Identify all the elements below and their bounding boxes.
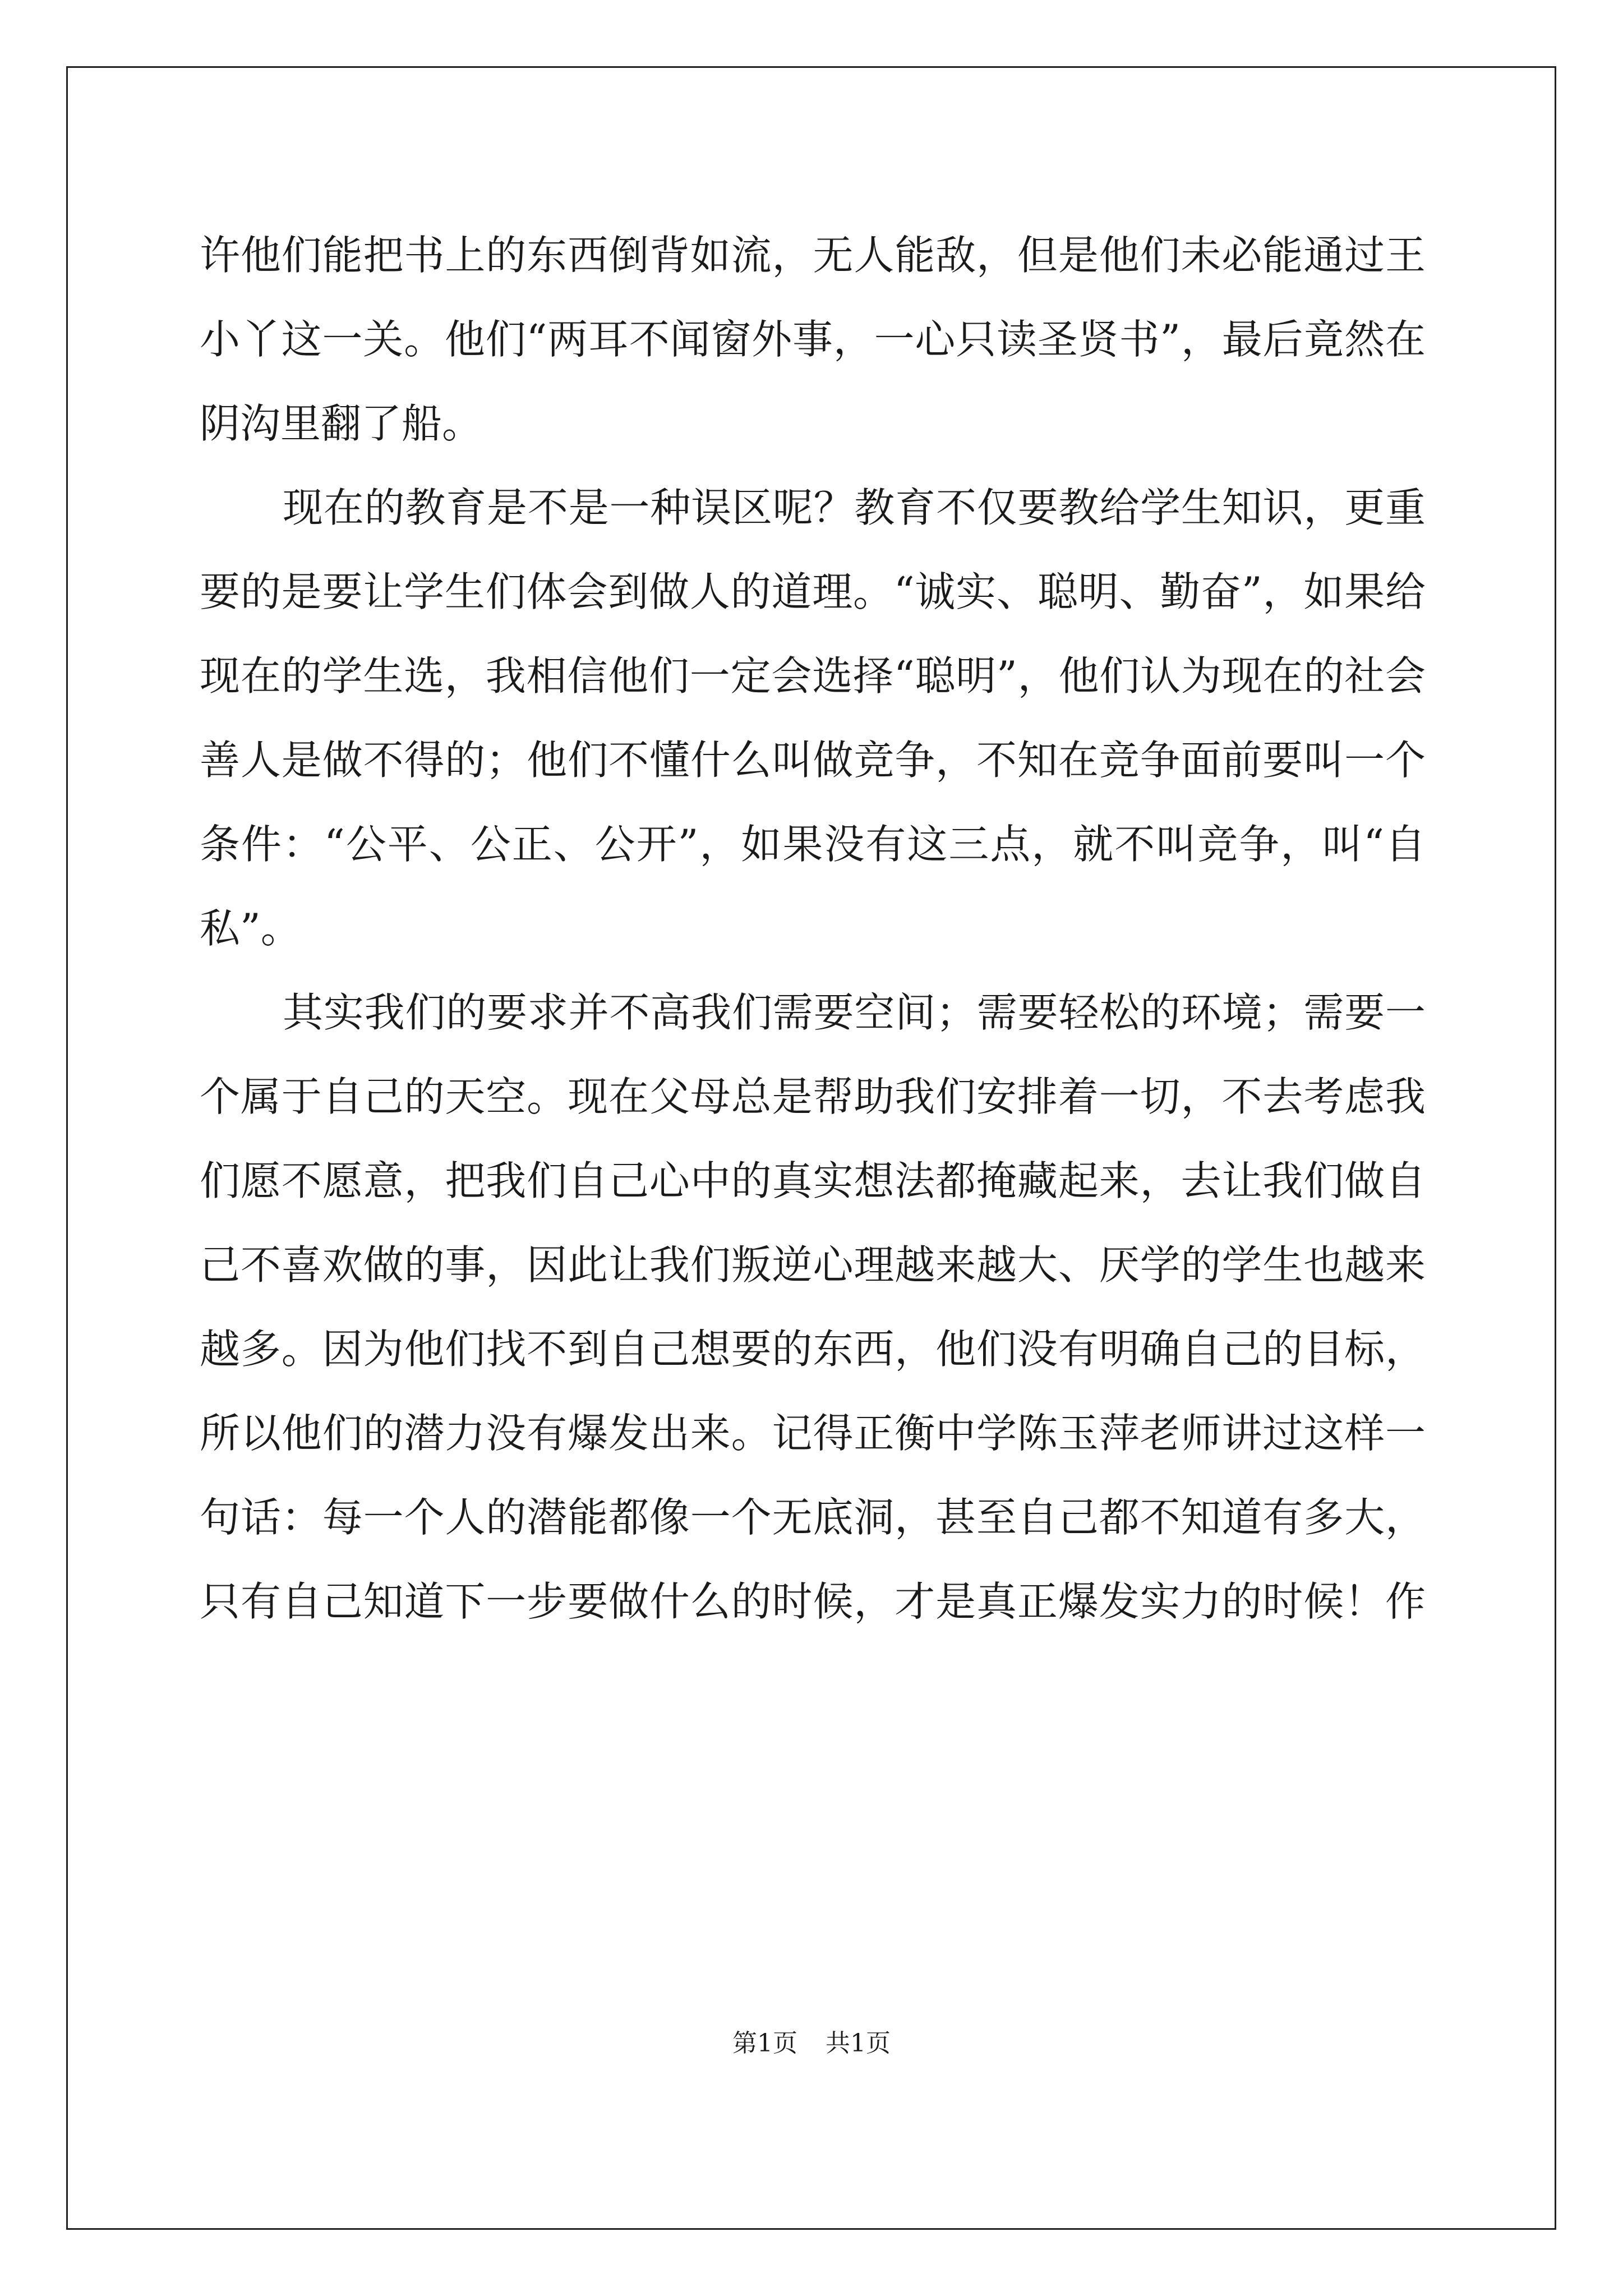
text-line: 现在的学生选，我相信他们一定会选择“聪明”，他们认为现在的社会 bbox=[200, 652, 1426, 700]
text-line: 许他们能把书上的东西倒背如流，无人能敌，但是他们未必能通过王 bbox=[200, 232, 1426, 279]
text-line: 个属于自己的天空。现在父母总是帮助我们安排着一切，不去考虑我 bbox=[200, 1073, 1426, 1120]
text-line: 所以他们的潜力没有爆发出来。记得正衡中学陈玉萍老师讲过这样一 bbox=[200, 1410, 1426, 1457]
text-line: 越多。因为他们找不到自己想要的东西，他们没有明确自己的目标， bbox=[200, 1326, 1426, 1373]
text-line: 句话：每一个人的潜能都像一个无底洞，甚至自己都不知道有多大， bbox=[200, 1494, 1426, 1541]
text-line: 条件：“公平、公正、公开”，如果没有这三点，就不叫竞争，叫“自 bbox=[200, 821, 1426, 868]
page-number: 第1页 bbox=[732, 2029, 797, 2058]
text-line: 们愿不愿意，把我们自己心中的真实想法都掩藏起来，去让我们做自 bbox=[200, 1157, 1426, 1204]
text-line: 要的是要让学生们体会到做人的道理。“诚实、聪明、勤奋”，如果给 bbox=[200, 568, 1426, 615]
text-line: 己不喜欢做的事，因此让我们叛逆心理越来越大、厌学的学生也越来 bbox=[200, 1241, 1426, 1289]
page-footer bbox=[0, 2023, 1623, 2059]
text-line: 私”。 bbox=[200, 905, 301, 952]
text-line: 现在的教育是不是一种误区呢？教育不仅要教给学生知识，更重 bbox=[283, 484, 1426, 531]
text-line: 小丫这一关。他们“两耳不闻窗外事，一心只读圣贤书”，最后竟然在 bbox=[200, 316, 1426, 363]
text-line: 其实我们的要求并不高我们需要空间；需要轻松的环境；需要一 bbox=[283, 989, 1426, 1036]
document-body bbox=[200, 213, 1426, 1644]
text-line: 阴沟里翻了船。 bbox=[200, 400, 483, 447]
text-line: 善人是做不得的；他们不懂什么叫做竞争，不知在竞争面前要叫一个 bbox=[200, 737, 1426, 784]
page-total: 共1页 bbox=[826, 2029, 891, 2058]
text-line: 只有自己知道下一步要做什么的时候，才是真正爆发实力的时候！作 bbox=[200, 1578, 1426, 1625]
